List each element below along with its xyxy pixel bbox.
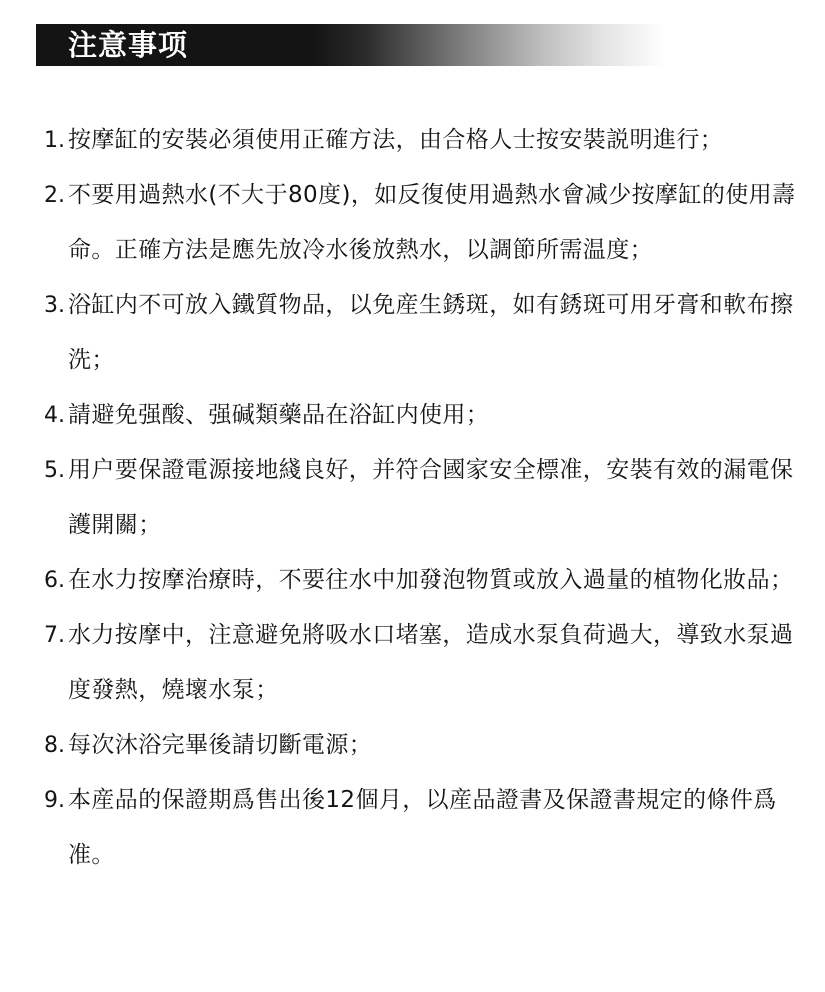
note-number: 7.	[44, 623, 65, 648]
note-item-7	[0, 608, 825, 718]
note-item-5	[0, 443, 825, 553]
note-number: 3.	[44, 293, 65, 318]
notes-list	[0, 113, 825, 883]
note-number: 2.	[44, 183, 65, 208]
note-item-8	[0, 718, 825, 773]
note-number: 8.	[44, 733, 65, 758]
note-item-2	[0, 168, 825, 278]
note-text: 浴缸内不可放入鐵質物品，以免産生銹斑，如有銹斑可用牙膏和軟布擦洗；	[68, 292, 794, 373]
note-text: 請避免强酸、强碱類藥品在浴缸内使用；	[68, 402, 490, 428]
note-text: 不要用過熱水(不大于80度)，如反復使用過熱水會减少按摩缸的使用壽命。正確方法是應先放冷水後放熱水，以調節所需温度；	[68, 182, 796, 263]
note-number: 5.	[44, 458, 65, 483]
note-text: 本産品的保證期爲售出後12個月，以産品證書及保證書規定的條件爲准。	[68, 787, 777, 868]
note-item-1	[0, 113, 825, 168]
note-text: 每次沐浴完畢後請切斷電源；	[68, 732, 373, 758]
note-number: 6.	[44, 568, 65, 593]
note-number: 1.	[44, 128, 65, 153]
note-number: 9.	[44, 788, 65, 813]
note-text: 在水力按摩治療時，不要往水中加發泡物質或放入過量的植物化妝品；	[68, 567, 794, 593]
section-title: 注意事项	[68, 28, 189, 62]
note-text: 水力按摩中，注意避免將吸水口堵塞，造成水泵負荷過大，導致水泵過度發熱，燒壞水泵；	[68, 622, 794, 703]
note-text: 用户要保證電源接地綫良好，并符合國家安全標准，安裝有效的漏電保護開關；	[68, 457, 794, 538]
note-item-6	[0, 553, 825, 608]
note-item-3	[0, 278, 825, 388]
note-item-4	[0, 388, 825, 443]
note-number: 4.	[44, 403, 65, 428]
note-text: 按摩缸的安裝必須使用正確方法，由合格人士按安裝説明進行；	[68, 127, 724, 153]
note-item-9	[0, 773, 825, 883]
